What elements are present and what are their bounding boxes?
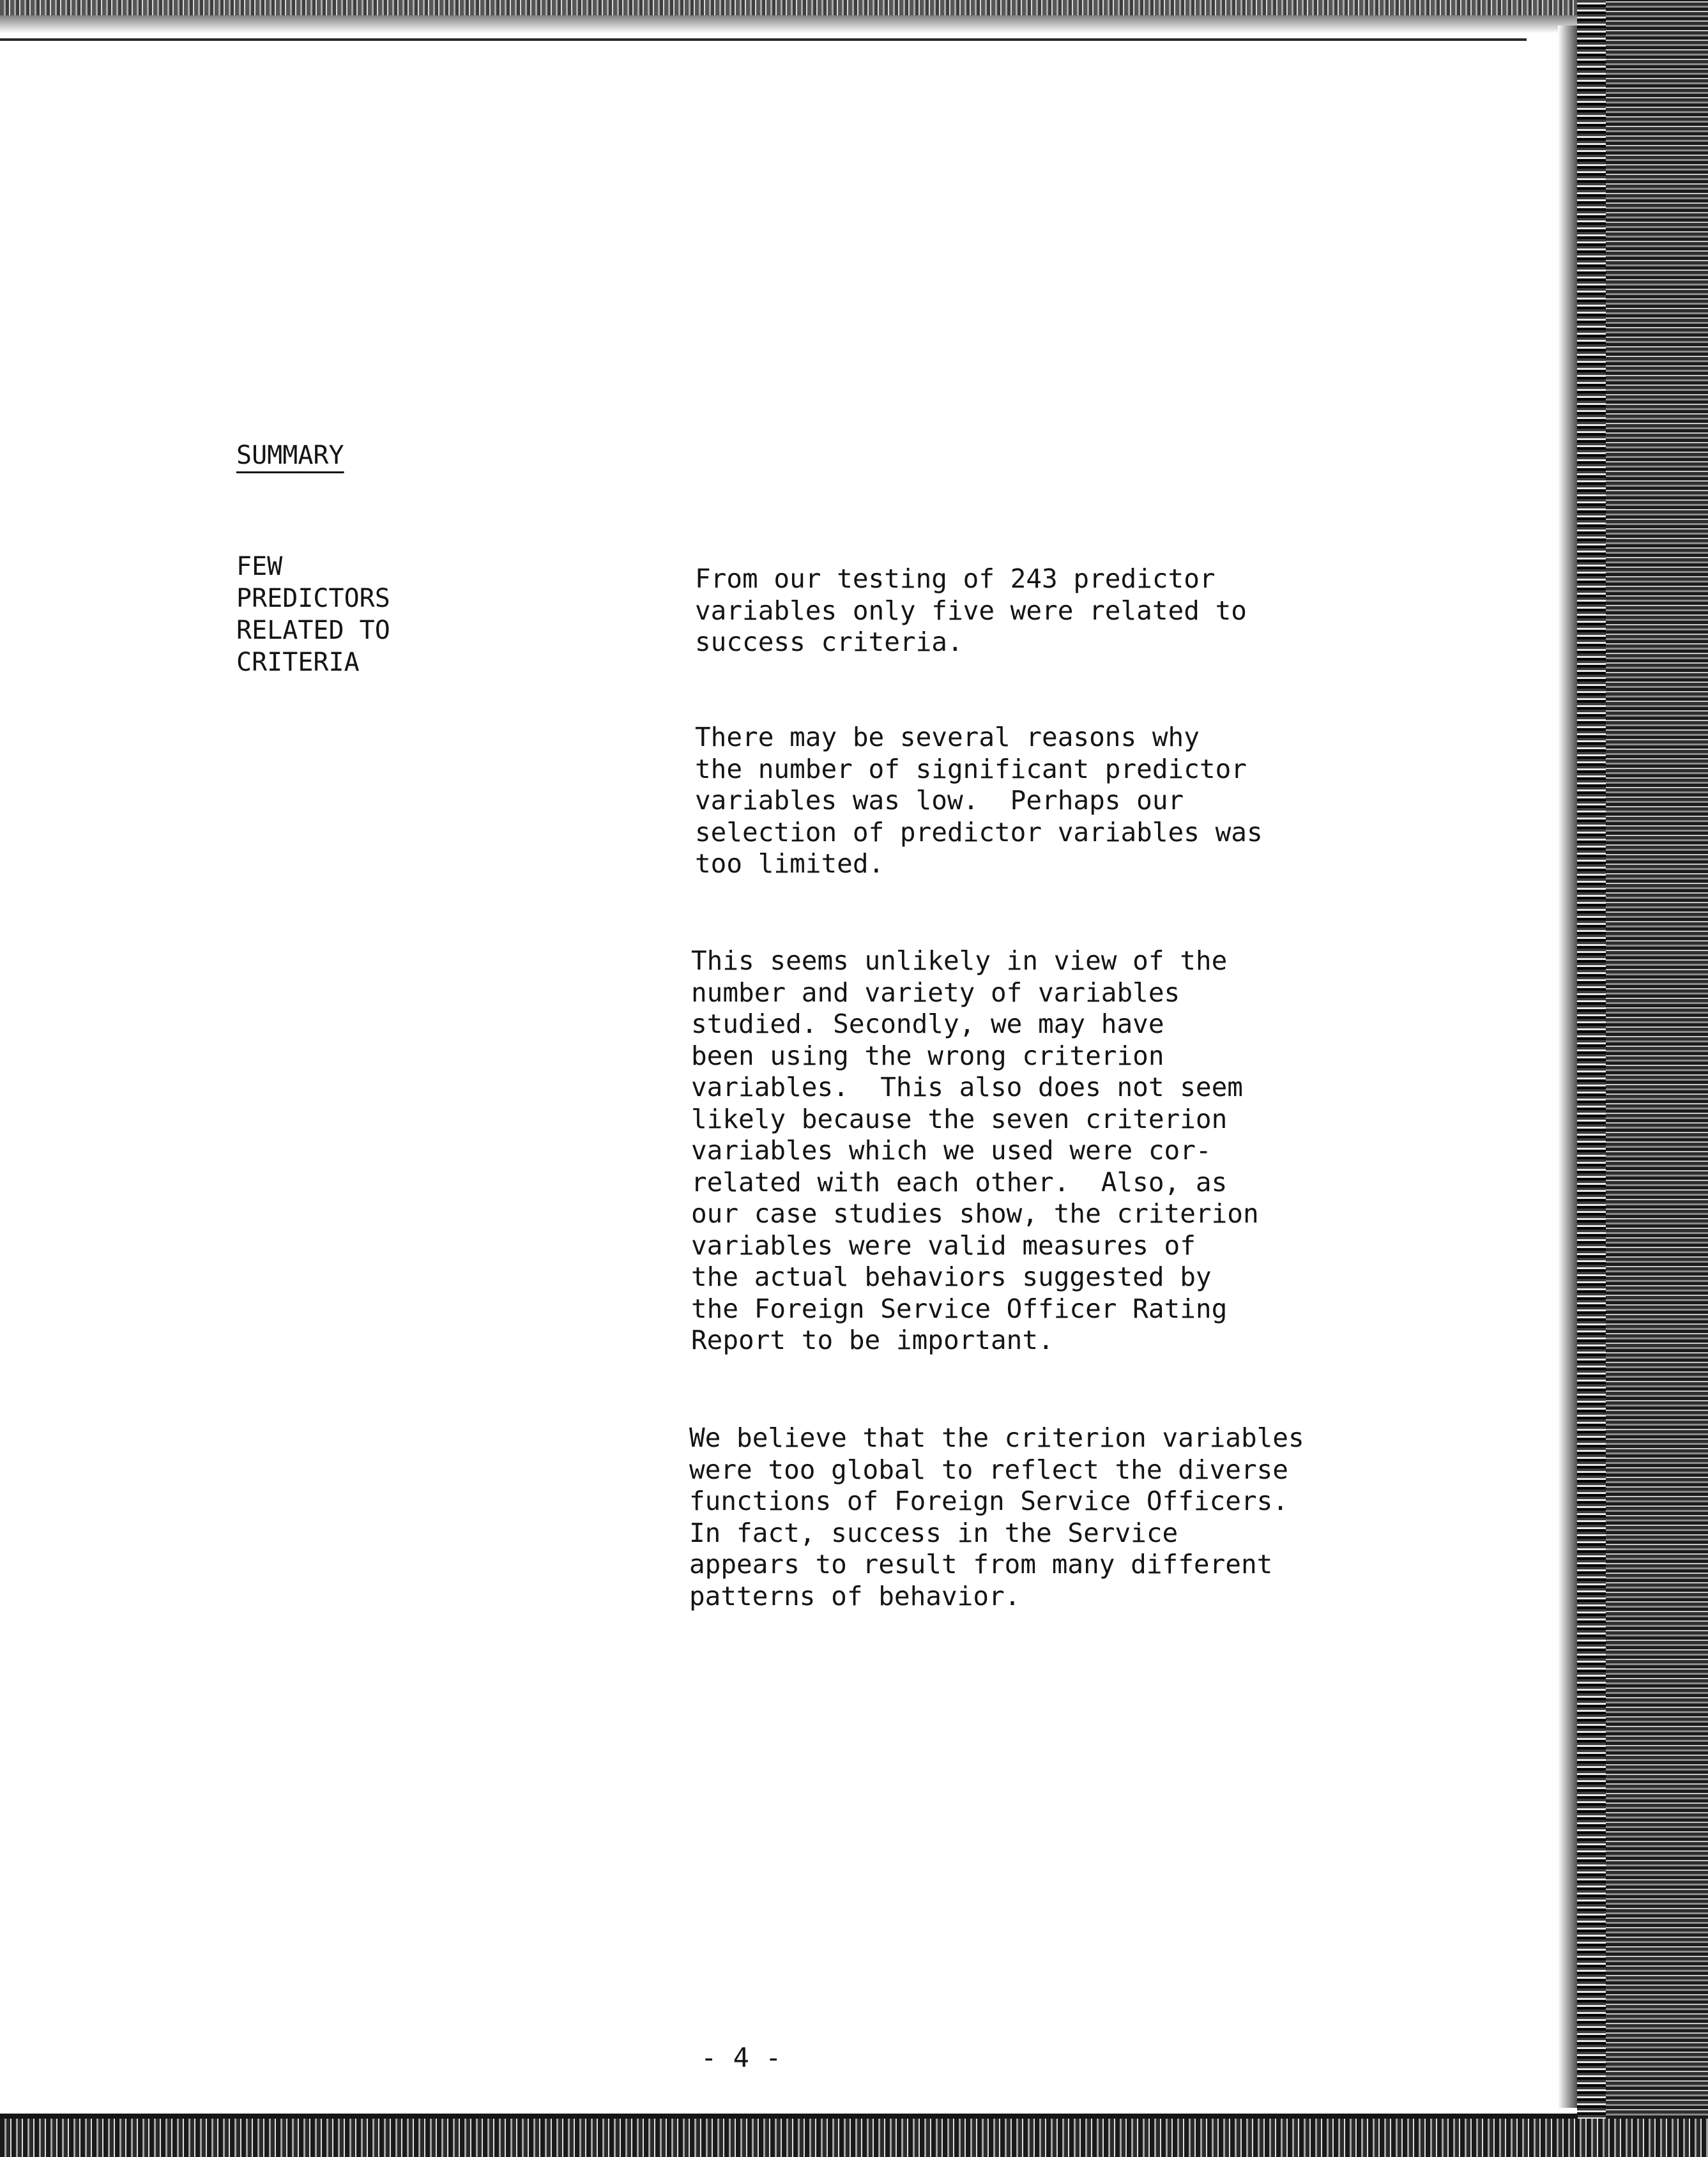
scan-top-edge [0,0,1610,33]
body-paragraph-3: This seems unlikely in view of the number and variety of variables studied. Secondly, we may have been using the wrong criterion variables. This also does not seem likely because the seven criterion variables which we used were cor- related with each other. Also, as our case studies show, the criterion variables were valid measures of the actual behaviors suggested by the Foreign Service Officer Rating Report to be important. [691,945,1259,1355]
scan-bottom-edge [0,2119,1708,2157]
side-heading: FEW PREDICTORS RELATED TO CRITERIA [236,552,390,677]
section-heading: SUMMARY [236,441,344,470]
scan-binding-edge [1577,0,1708,2157]
body-paragraph-2: There may be several reasons why the number of significant predictor variables was low. Perhaps our selection of predictor variables was too limited. [695,722,1263,879]
body-paragraph-1: From our testing of 243 predictor variables only five were related to success criteria. [695,563,1247,657]
page-number: - 4 - [701,2042,782,2073]
scan-top-rule [0,38,1527,41]
scan-binding-shadow [1558,26,1577,2108]
body-paragraph-4: We believe that the criterion variables were too global to reflect the diverse functions of Foreign Service Officers. In fact, success in the Service appears to result from many different patterns of behavior. [689,1422,1304,1612]
scan-bottom-rule [0,2114,1578,2119]
